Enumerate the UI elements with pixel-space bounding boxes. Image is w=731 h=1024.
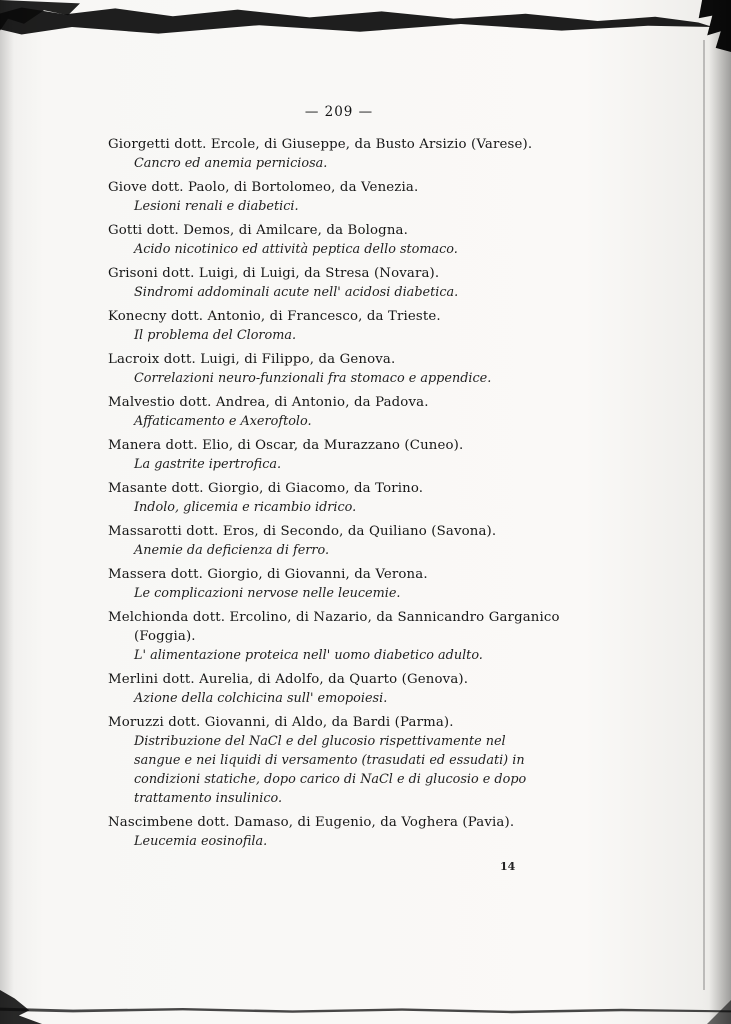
entry-thesis: Lesioni renali e diabetici. bbox=[134, 199, 299, 214]
list-item bbox=[108, 479, 570, 517]
list-item bbox=[108, 608, 570, 665]
entry-thesis: Cancro ed anemia perniciosa. bbox=[134, 156, 328, 171]
entry-name: Gotti dott. Demos, di Amilcare, da Bologna. bbox=[108, 223, 409, 238]
entry-thesis: Correlazioni neuro-funzionali fra stomaco e appendice. bbox=[134, 371, 492, 386]
entry-thesis: Leucemia eosinofila. bbox=[134, 834, 268, 849]
scan-artifact-right-line bbox=[703, 40, 705, 990]
entry-thesis: Acido nicotinico ed attività peptica dello stomaco. bbox=[134, 242, 458, 257]
scan-artifact-top-band bbox=[0, 6, 720, 36]
list-item bbox=[108, 670, 570, 708]
page-content bbox=[108, 104, 570, 856]
entry-thesis: La gastrite ipertrofica. bbox=[134, 457, 282, 472]
entry-thesis: Il problema del Cloroma. bbox=[134, 328, 297, 343]
entries-list bbox=[108, 135, 570, 851]
page-number-footer: 14 bbox=[500, 860, 516, 873]
scan-artifact-bottom-band bbox=[0, 1006, 731, 1014]
entry-name: Nascimbene dott. Damaso, di Eugenio, da Voghera (Pavia). bbox=[108, 815, 515, 830]
list-item bbox=[108, 221, 570, 259]
entry-thesis: Distribuzione del NaCl e del glucosio rispettivamente nel sangue e nei liquidi di versamento (trasudati ed essudati) in condizioni statiche, dopo carico di NaCl e di glucosio e dopo trattamento insulinico. bbox=[134, 734, 527, 806]
entry-name: Grisoni dott. Luigi, di Luigi, da Stresa (Novara). bbox=[108, 266, 440, 281]
scan-artifact-left-shadow bbox=[0, 0, 14, 1024]
entry-thesis: Affaticamento e Axeroftolo. bbox=[134, 414, 312, 429]
list-item bbox=[108, 436, 570, 474]
scan-artifact-right-shadow bbox=[709, 0, 731, 1024]
page-number-header: — 209 — bbox=[304, 104, 374, 120]
entry-name: Konecny dott. Antonio, di Francesco, da Trieste. bbox=[108, 309, 441, 324]
list-item bbox=[108, 135, 570, 173]
entry-name: Manera dott. Elio, di Oscar, da Murazzano (Cuneo). bbox=[108, 438, 464, 453]
entry-name: Giove dott. Paolo, di Bortolomeo, da Venezia. bbox=[108, 180, 419, 195]
list-item bbox=[108, 350, 570, 388]
list-item bbox=[108, 813, 570, 851]
entry-thesis: L' alimentazione proteica nell' uomo diabetico adulto. bbox=[134, 648, 483, 663]
entry-name: Melchionda dott. Ercolino, di Nazario, da Sannicandro Garganico (Foggia). bbox=[108, 610, 560, 644]
list-item bbox=[108, 565, 570, 603]
entry-thesis: Anemie da deficienza di ferro. bbox=[134, 543, 330, 558]
list-item bbox=[108, 307, 570, 345]
entry-thesis: Sindromi addominali acute nell' acidosi diabetica. bbox=[134, 285, 459, 300]
list-item bbox=[108, 264, 570, 302]
entry-name: Moruzzi dott. Giovanni, di Aldo, da Bardi (Parma). bbox=[108, 715, 454, 730]
entry-name: Giorgetti dott. Ercole, di Giuseppe, da Busto Arsizio (Varese). bbox=[108, 137, 533, 152]
entry-name: Massarotti dott. Eros, di Secondo, da Quiliano (Savona). bbox=[108, 524, 497, 539]
entry-name: Lacroix dott. Luigi, di Filippo, da Genova. bbox=[108, 352, 396, 367]
entry-name: Massera dott. Giorgio, di Giovanni, da Verona. bbox=[108, 567, 428, 582]
list-item bbox=[108, 393, 570, 431]
entry-thesis: Indolo, glicemia e ricambio idrico. bbox=[134, 500, 357, 515]
list-item bbox=[108, 178, 570, 216]
entry-thesis: Azione della colchicina sull' emopoiesi. bbox=[134, 691, 388, 706]
entry-thesis: Le complicazioni nervose nelle leucemie. bbox=[134, 586, 401, 601]
entry-name: Merlini dott. Aurelia, di Adolfo, da Quarto (Genova). bbox=[108, 672, 469, 687]
list-item bbox=[108, 713, 570, 808]
entry-name: Masante dott. Giorgio, di Giacomo, da Torino. bbox=[108, 481, 424, 496]
entry-name: Malvestio dott. Andrea, di Antonio, da Padova. bbox=[108, 395, 429, 410]
list-item bbox=[108, 522, 570, 560]
